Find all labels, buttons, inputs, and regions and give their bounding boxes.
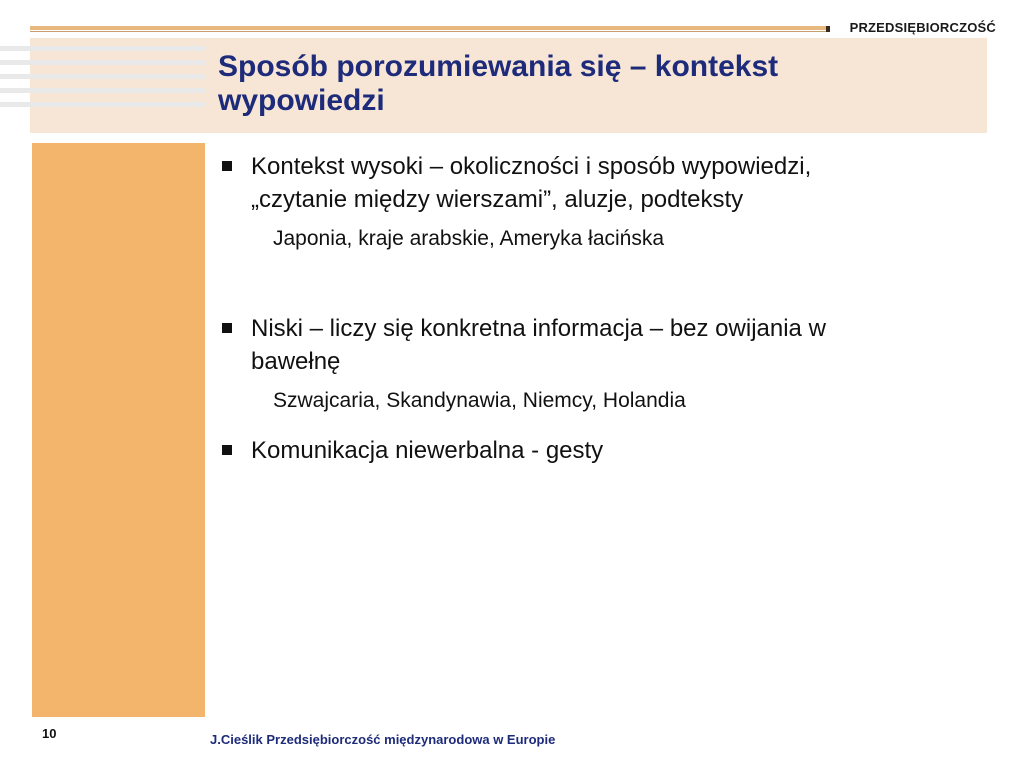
bullet-text-line1: Komunikacja niewerbalna - gesty [251,437,604,464]
bullet-text-line2: bawełnę [251,348,341,375]
top-rule [30,26,830,30]
square-bullet-icon [222,161,232,171]
bullet-item-low-context [218,312,978,378]
bullet-text-line2: „czytanie między wierszami”, aluzje, podteksty [251,186,744,213]
stripe [0,74,206,79]
square-bullet-icon [222,323,232,333]
bullet-text-line1: Kontekst wysoki – okoliczności i sposób wypowiedzi, [251,153,812,180]
sub-item-high-context-examples: Japonia, kraje arabskie, Ameryka łacińska [273,227,665,250]
slide-content [218,150,978,467]
bullet-item-nonverbal [218,434,978,467]
brand-label: PRZEDSIĘBIORCZOŚĆ [849,20,996,35]
footer-text: J.Cieślik Przedsiębiorczość międzynarodowa w Europie [210,732,556,747]
page-number: 10 [42,726,57,741]
bullet-item-high-context [218,150,978,216]
square-bullet-icon [222,445,232,455]
stripe [0,60,206,65]
side-panel [32,143,205,717]
slide-title-line2: wypowiedzi [218,84,385,117]
slide-title [218,50,958,118]
stripe [0,88,206,93]
bullet-text-line1: Niski – liczy się konkretna informacja – bez owijania w [251,315,826,342]
top-rule-end-mark [826,26,830,32]
stripe [0,46,206,51]
top-rule-thin [30,31,830,32]
slide-title-line1: Sposób porozumiewania się – kontekst [218,50,779,83]
stripe [0,102,206,107]
sub-item-low-context-examples: Szwajcaria, Skandynawia, Niemcy, Holandia [273,389,686,412]
decorative-stripes [0,46,206,116]
